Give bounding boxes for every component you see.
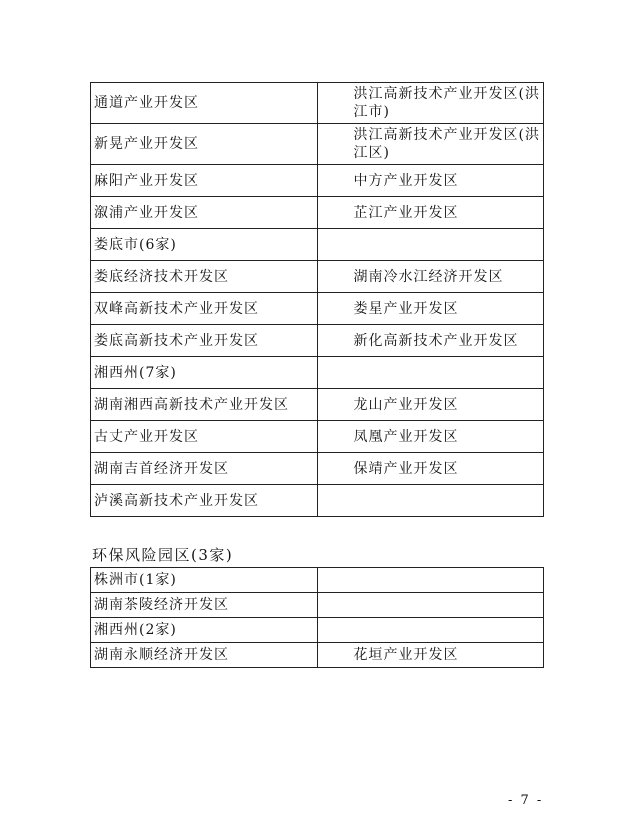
table-cell-left: 通道产业开发区 bbox=[91, 83, 318, 124]
table-cell-left: 古丈产业开发区 bbox=[91, 421, 318, 453]
table-row bbox=[91, 261, 544, 293]
table-row bbox=[91, 124, 544, 165]
table-cell-left: 娄底高新技术产业开发区 bbox=[91, 325, 318, 357]
table-cell-right: 新化高新技术产业开发区 bbox=[317, 325, 544, 357]
table-row bbox=[91, 83, 544, 124]
table-cell-right: 芷江产业开发区 bbox=[317, 197, 544, 229]
table-cell-right: 洪江高新技术产业开发区(洪江区) bbox=[317, 124, 544, 165]
table-cell-left: 株洲市(1家) bbox=[91, 568, 318, 593]
table-row bbox=[91, 643, 544, 668]
table-cell-right bbox=[317, 568, 544, 593]
table-cell-right bbox=[317, 618, 544, 643]
table-row bbox=[91, 618, 544, 643]
section-title: 环保风险园区(3家) bbox=[92, 546, 234, 564]
table-cell-right bbox=[317, 229, 544, 261]
table-cell-left: 湖南湘西高新技术产业开发区 bbox=[91, 389, 318, 421]
page-number: - 7 - bbox=[508, 793, 544, 808]
table-cell-left: 娄底经济技术开发区 bbox=[91, 261, 318, 293]
table-row bbox=[91, 421, 544, 453]
table-row bbox=[91, 568, 544, 593]
table-row bbox=[91, 293, 544, 325]
table-row bbox=[91, 165, 544, 197]
table-cell-left: 双峰高新技术产业开发区 bbox=[91, 293, 318, 325]
table-row bbox=[91, 389, 544, 421]
table-cell-left: 溆浦产业开发区 bbox=[91, 197, 318, 229]
table-cell-right: 娄星产业开发区 bbox=[317, 293, 544, 325]
table-row bbox=[91, 197, 544, 229]
table-cell-left: 麻阳产业开发区 bbox=[91, 165, 318, 197]
table-cell-right bbox=[317, 485, 544, 517]
table-cell-left: 泸溪高新技术产业开发区 bbox=[91, 485, 318, 517]
zones-table bbox=[90, 82, 544, 517]
table-row bbox=[91, 229, 544, 261]
table-row bbox=[91, 593, 544, 618]
table-cell-right: 龙山产业开发区 bbox=[317, 389, 544, 421]
table-cell-left: 湖南茶陵经济开发区 bbox=[91, 593, 318, 618]
table-cell-left: 新晃产业开发区 bbox=[91, 124, 318, 165]
table-cell-right: 保靖产业开发区 bbox=[317, 453, 544, 485]
table-cell-right: 洪江高新技术产业开发区(洪江市) bbox=[317, 83, 544, 124]
table-cell-left: 湖南永顺经济开发区 bbox=[91, 643, 318, 668]
table-row bbox=[91, 453, 544, 485]
table-row bbox=[91, 485, 544, 517]
table-row bbox=[91, 357, 544, 389]
table-cell-right: 花垣产业开发区 bbox=[317, 643, 544, 668]
table-row bbox=[91, 325, 544, 357]
table-cell-right: 凤凰产业开发区 bbox=[317, 421, 544, 453]
table-cell-left: 湘西州(2家) bbox=[91, 618, 318, 643]
table-cell-right bbox=[317, 357, 544, 389]
table-cell-left: 娄底市(6家) bbox=[91, 229, 318, 261]
table-cell-right: 中方产业开发区 bbox=[317, 165, 544, 197]
table-cell-right bbox=[317, 593, 544, 618]
table-cell-left: 湖南吉首经济开发区 bbox=[91, 453, 318, 485]
table-cell-right: 湖南冷水江经济开发区 bbox=[317, 261, 544, 293]
environmental-risk-zones-table bbox=[90, 567, 544, 668]
table-cell-left: 湘西州(7家) bbox=[91, 357, 318, 389]
